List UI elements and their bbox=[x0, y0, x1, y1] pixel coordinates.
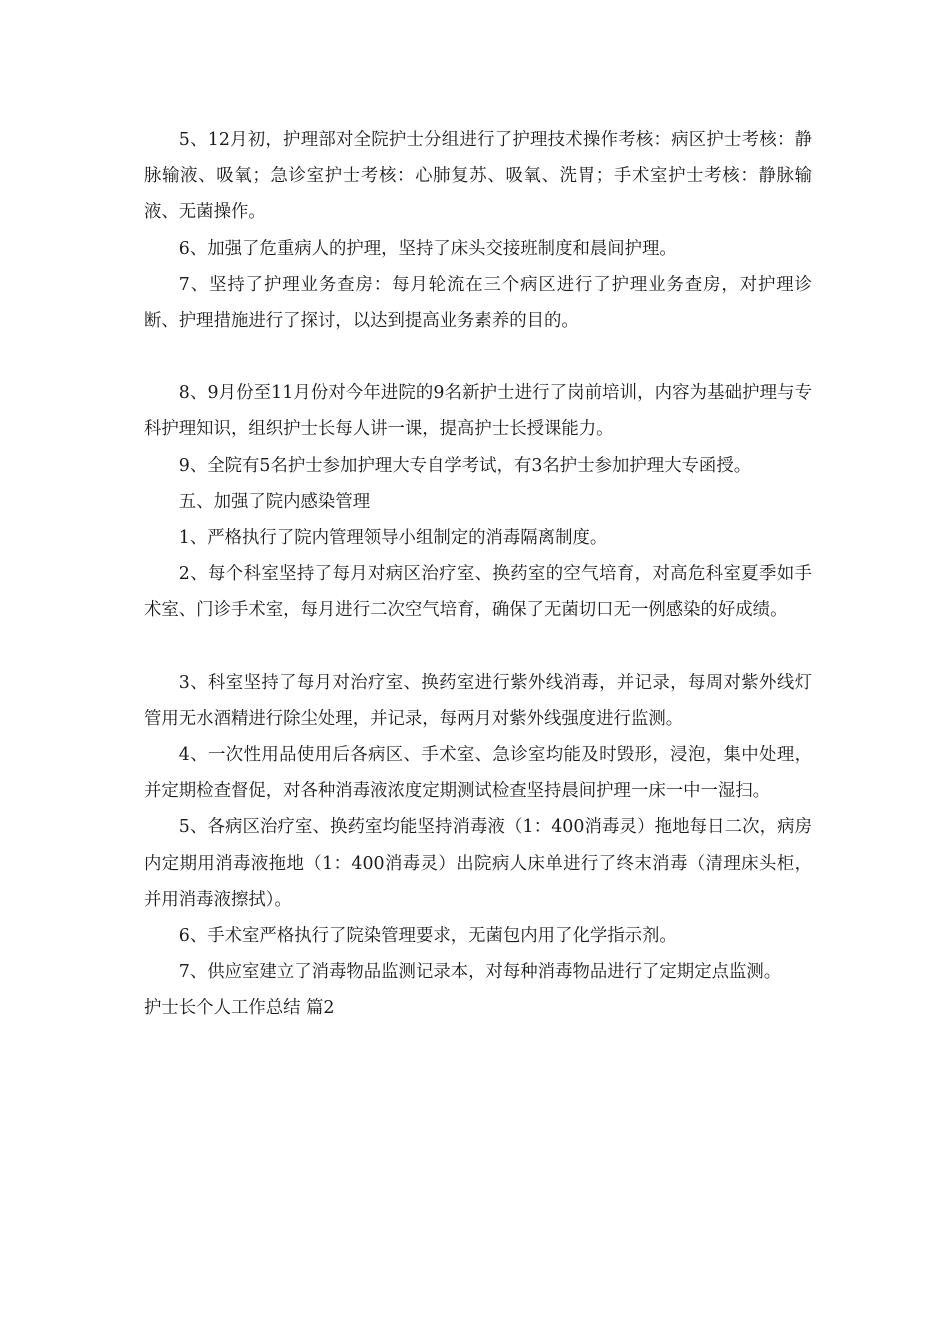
paragraph-11: 6、手术室严格执行了院染管理要求，无菌包内用了化学指示剂。 bbox=[178, 926, 677, 947]
paragraph-6: 1、严格执行了院内管理领导小组制定的消毒隔离制度。 bbox=[178, 528, 608, 549]
paragraph-9: 4、一次性用品使用后各病区、手术室、急诊室均能及时毁形，浸泡，集中处理，并定期检查督促，对各种消毒液浓度定期测试检查坚持晨间护理一床一中一湿扫。 bbox=[144, 745, 812, 802]
paragraph-4: 8、9月份至11月份对今年进院的9名新护士进行了岗前培训，内容为基础护理与专科护理知识，组织护士长每人讲一课，提高护士长授课能力。 bbox=[144, 383, 812, 440]
paragraph-gap bbox=[144, 629, 812, 665]
paragraph-1: 5、12月初，护理部对全院护士分组进行了护理技术操作考核：病区护士考核：静脉输液、吸氧；急诊室护士考核：心肺复苏、吸氧、洗胃；手术室护士考核：静脉输液、无菌操作。 bbox=[144, 130, 812, 223]
paragraph-8: 3、科室坚持了每月对治疗室、换药室进行紫外线消毒，并记录，每周对紫外线灯管用无水酒精进行除尘处理，并记录，每两月对紫外线强度进行监测。 bbox=[144, 672, 812, 729]
section-title: 护士长个人工作总结 篇2 bbox=[144, 998, 335, 1019]
paragraph-7: 2、每个科室坚持了每月对病区治疗室、换药室的空气培育，对高危科室夏季如手术室、门诊手术室，每月进行二次空气培育，确保了无菌切口无一例感染的好成绩。 bbox=[144, 564, 812, 621]
paragraph-10: 5、各病区治疗室、换药室均能坚持消毒液（1：400消毒灵）拖地每日二次，病房内定期用消毒液拖地（1：400消毒灵）出院病人床单进行了终末消毒（清理床头柜，并用消毒液擦拭）。 bbox=[144, 817, 812, 910]
paragraph-5: 9、全院有5名护士参加护理大专自学考试，有3名护士参加护理大专函授。 bbox=[178, 455, 752, 476]
section-five-heading: 五、加强了院内感染管理 bbox=[178, 491, 371, 512]
paragraph-2: 6、加强了危重病人的护理，坚持了床头交接班制度和晨间护理。 bbox=[178, 238, 677, 259]
paragraph-3: 7、坚持了护理业务查房：每月轮流在三个病区进行了护理业务查房，对护理诊断、护理措施进行了探讨，以达到提高业务素养的目的。 bbox=[144, 274, 812, 332]
paragraph-12: 7、供应室建立了消毒物品监测记录本，对每种消毒物品进行了定期定点监测。 bbox=[178, 962, 782, 983]
document-body bbox=[144, 122, 812, 1027]
paragraph-gap bbox=[144, 339, 812, 375]
